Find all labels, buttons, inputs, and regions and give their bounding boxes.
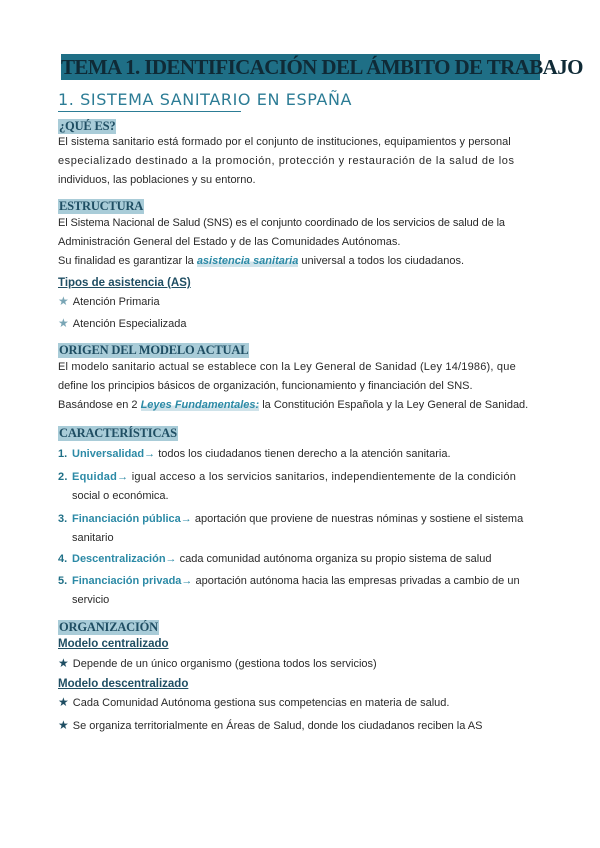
list-item (58, 717, 482, 734)
list-item (58, 655, 377, 672)
item-continuation: servicio (72, 594, 110, 606)
list-item-text: Se organiza territorialmente en Áreas de Salud, donde los ciudadanos reciben la AS (72, 720, 483, 732)
finalidad-line (58, 252, 544, 271)
section-subtitle: 1. SISTEMA SANITARIO EN ESPAÑA (58, 90, 353, 109)
heading-caracteristicas: CARACTERÍSTICAS (59, 426, 177, 440)
item-number: 1. (58, 448, 68, 460)
item-continuation: social o económica. (72, 490, 169, 502)
heading-estructura: ESTRUCTURA (59, 199, 144, 213)
item-term: Equidad→ (72, 471, 129, 483)
text-line: individuos, las poblaciones y su entorno. (58, 174, 256, 186)
subheading-tipos-asistencia: Tipos de asistencia (AS) (58, 277, 191, 289)
subtitle-underline (58, 111, 241, 112)
text-line: especializado destinado a la promoción, protección y restauración de la salud de los (58, 155, 515, 167)
item-continuation: sanitario (72, 532, 114, 544)
item-term: Descentralización→ (72, 553, 177, 565)
basandose-line (58, 396, 544, 415)
item-text: aportación autónoma hacia las empresas privadas a cambio de un (192, 575, 520, 587)
item-first-line (58, 468, 544, 487)
text-fragment: Su finalidad es garantizar la (58, 255, 197, 267)
paragraph-origen (58, 358, 544, 415)
item-text: aportación que proviene de nuestras nóminas y sostiene el sistema (191, 513, 524, 525)
item-number: 5. (58, 575, 68, 587)
item-first-line (58, 510, 544, 529)
text-line: El modelo sanitario actual se establece con la Ley General de Sanidad (Ley 14/1986), que (58, 361, 516, 373)
text-fragment: universal a todos los ciudadanos. (298, 255, 465, 267)
item-number: 2. (58, 471, 68, 483)
numbered-item (58, 468, 544, 506)
list-item-text: Depende de un único organismo (gestiona todos los servicios) (72, 658, 377, 670)
star-icon: ★ (58, 656, 69, 670)
item-text: igual acceso a los servicios sanitarios, independientemente de la condición (128, 471, 517, 483)
paragraph-estructura (58, 214, 544, 271)
page-title: TEMA 1. IDENTIFICACIÓN DEL ÁMBITO DE TRABAJO (61, 55, 583, 79)
list-item (58, 694, 449, 711)
item-term: Financiación pública→ (72, 513, 192, 525)
star-icon: ★ (58, 316, 69, 330)
list-item (58, 315, 187, 332)
heading-que-es: ¿QUÉ ES? (59, 119, 116, 133)
numbered-item (58, 550, 544, 569)
numbered-item (58, 572, 544, 610)
item-term: Universalidad→ (72, 448, 156, 460)
star-icon: ★ (58, 695, 69, 709)
text-line: El Sistema Nacional de Salud (SNS) es el conjunto coordinado de los servicios de salud de la (58, 217, 505, 229)
list-item-text: Atención Primaria (72, 296, 160, 308)
item-text: cada comunidad autónoma organiza su propio sistema de salud (176, 553, 492, 565)
item-number: 4. (58, 553, 68, 565)
text-line: define los principios básicos de organización, funcionamiento y financiación del SNS. (58, 380, 473, 392)
text-fragment: Basándose en 2 (58, 399, 141, 411)
numbered-item (58, 445, 544, 464)
item-term: Financiación privada→ (72, 575, 193, 587)
list-item-text: Atención Especializada (72, 318, 187, 330)
list-item-text: Cada Comunidad Autónoma gestiona sus competencias en materia de salud. (72, 697, 450, 709)
paragraph-que-es (58, 133, 544, 190)
star-icon: ★ (58, 718, 69, 732)
item-text: todos los ciudadanos tienen derecho a la atención sanitaria. (155, 448, 451, 460)
heading-organizacion: ORGANIZACIÓN (59, 620, 158, 634)
item-first-line (58, 572, 544, 591)
text-line: El sistema sanitario está formado por el conjunto de instituciones, equipamientos y personal (58, 136, 511, 148)
numbered-item (58, 510, 544, 548)
heading-origen: ORIGEN DEL MODELO ACTUAL (59, 343, 249, 357)
subheading-modelo-centralizado: Modelo centralizado (58, 638, 169, 650)
text-line: Administración General del Estado y de las Comunidades Autónomas. (58, 236, 401, 248)
highlight-asistencia-sanitaria: asistencia sanitaria (196, 255, 299, 267)
subheading-modelo-descentralizado: Modelo descentralizado (58, 678, 189, 690)
star-icon: ★ (58, 294, 69, 308)
highlight-leyes-fundamentales: Leyes Fundamentales: (140, 399, 260, 411)
text-fragment: la Constitución Española y la Ley General de Sanidad. (259, 399, 529, 411)
list-item (58, 293, 160, 310)
item-number: 3. (58, 513, 68, 525)
